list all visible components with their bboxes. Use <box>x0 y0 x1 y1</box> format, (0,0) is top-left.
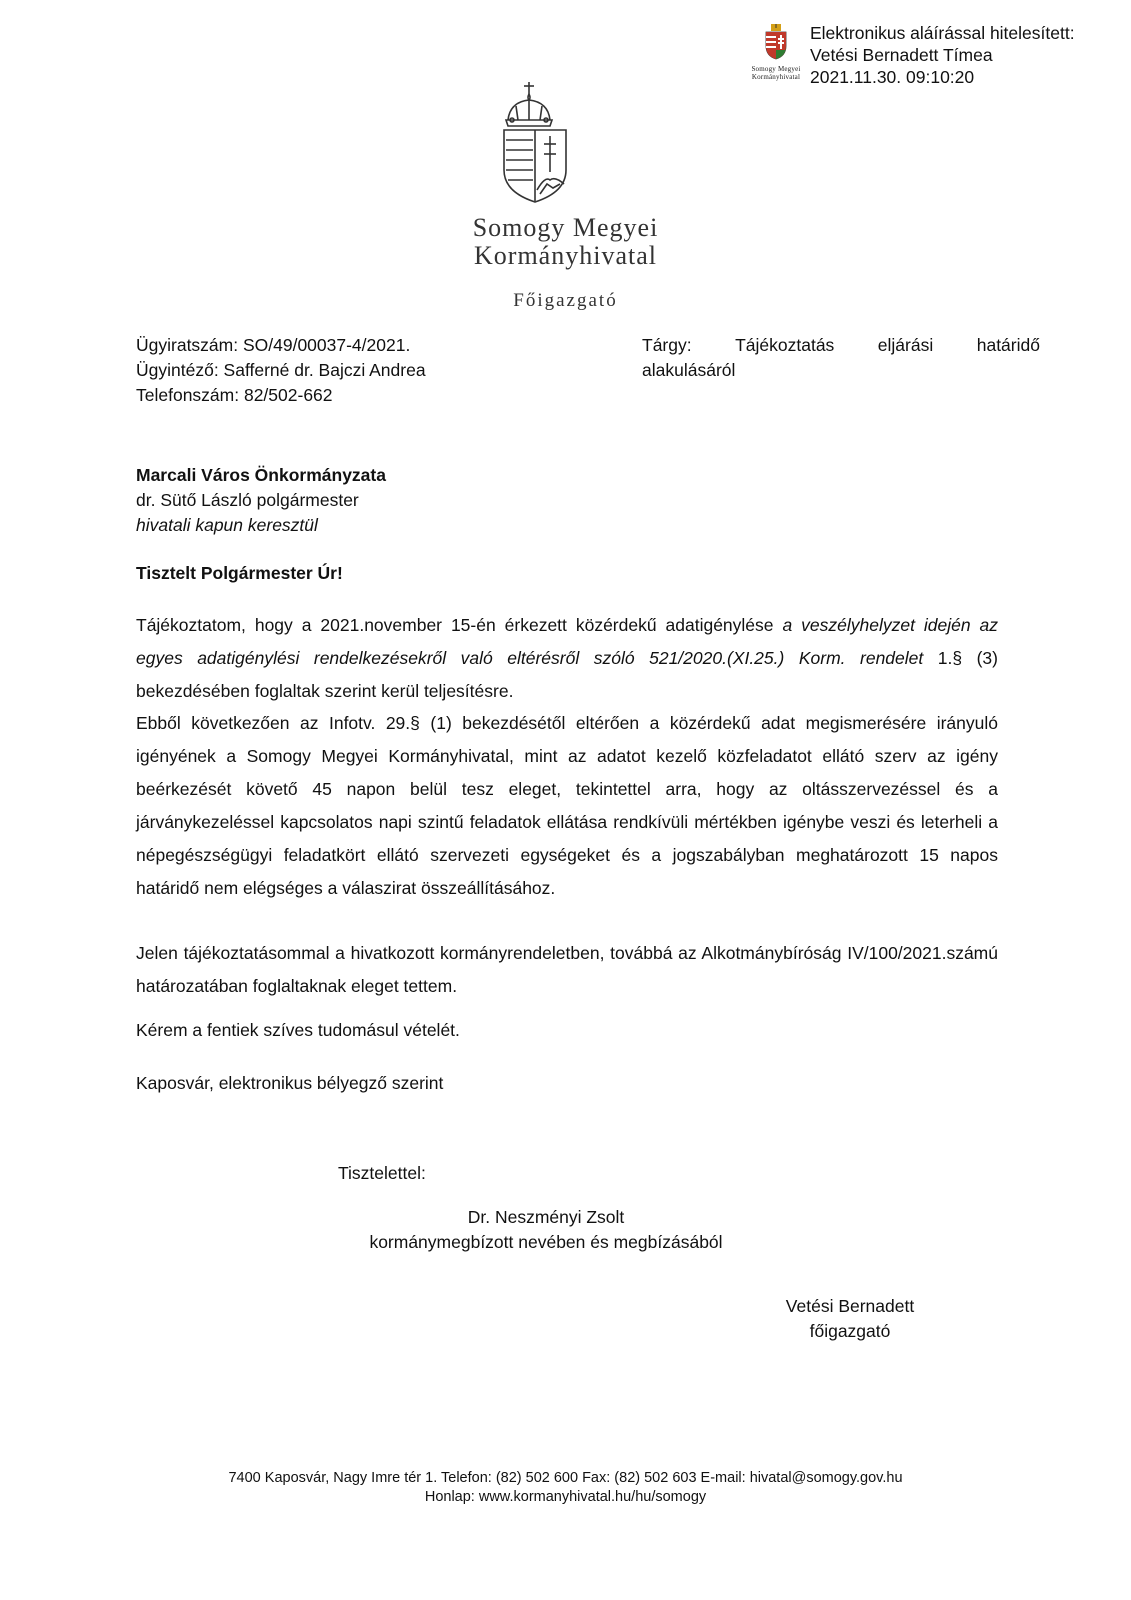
coat-of-arms-color-icon <box>764 24 788 60</box>
body-paragraph-5: Kaposvár, elektronikus bélyegző szerint <box>136 1073 444 1093</box>
body-paragraph-4: Kérem a fentiek szíves tudomásul vételét. <box>136 1020 460 1040</box>
subject-word-2: eljárási <box>877 335 934 355</box>
p1-text-b: 1.§ (3) bekezdésében foglaltak szerint kerül teljesítésre. <box>136 648 998 701</box>
organization-name <box>300 214 831 312</box>
signer-role: kormánymegbízott nevében és megbízásából <box>369 1232 723 1252</box>
footer-website: Honlap: www.kormanyhivatal.hu/hu/somogy <box>424 1489 707 1505</box>
addressee-name: Marcali Város Önkormányzata <box>136 465 386 485</box>
administrator: Ügyintéző: Safferné dr. Bajczi Andrea <box>136 360 426 380</box>
p1-text-a: Tájékoztatom, hogy a 2021.november 15-én érkezett közérdekű adatigénylése <box>136 615 783 635</box>
org-unit: Főigazgató <box>513 290 618 311</box>
signature-timestamp: 2021.11.30. 09:10:20 <box>810 67 975 87</box>
subject-word-1: Tájékoztatás <box>735 335 835 355</box>
page-footer <box>0 1469 1131 1507</box>
footer-contact: 7400 Kaposvár, Nagy Imre tér 1. Telefon: (82) 502 600 Fax: (82) 502 603 E-mail: hivatal@somogy.gov.hu <box>228 1470 903 1486</box>
signer-name: Dr. Neszményi Zsolt <box>467 1207 625 1227</box>
org-name-line-2: Kormányhivatal <box>474 241 657 270</box>
signature-logo <box>743 24 809 81</box>
signature-logo-text-2: Kormányhivatal <box>751 73 801 81</box>
body-paragraph-1 <box>136 609 998 708</box>
signer-block <box>356 1205 736 1255</box>
signature-logo-text-1: Somogy Megyei <box>751 65 801 73</box>
subject-line-2: alakulásáról <box>642 360 736 380</box>
signature-signer: Vetési Bernadett Tímea <box>810 45 993 65</box>
body-paragraph-2: Ebből következően az Infotv. 29.§ (1) bekezdésétől eltérően a közérdekű adat megismerésére irányuló igényének a Somogy Megyei Kormányhivatal, mint az adatot kezelő közfeladatot ellátó szerv az igény beérkezését követő 45 napon belül tesz eleget, tekintettel arra, hogy az oltásszervezéssel és a járványkezeléssel kapcsolatos napi szintű feladatok ellátása rendkívüli mértékben igénybe veszi és leterheli a népegészségügyi feladatkört ellátó szervezeti egységeket és a jogszabályban meghatározott 15 napos határidő nem elégséges a válaszirat összeállításához. <box>136 713 998 898</box>
reference-block <box>136 333 426 408</box>
closing: Tisztelettel: <box>338 1163 426 1183</box>
addressee-person: dr. Sütő László polgármester <box>136 490 359 510</box>
case-number: Ügyiratszám: SO/49/00037-4/2021. <box>136 335 411 355</box>
signer-role-2: főigazgató <box>809 1321 891 1341</box>
salutation: Tisztelt Polgármester Úr! <box>136 563 343 583</box>
header-crest <box>500 80 570 209</box>
org-name-line-1: Somogy Megyei <box>472 213 659 242</box>
signature-title: Elektronikus aláírással hitelesített: <box>810 23 1075 43</box>
electronic-signature-stamp <box>743 20 1115 90</box>
subject-block <box>642 333 1040 383</box>
signer-name-2: Vetési Bernadett <box>785 1296 915 1316</box>
subject-word-3: határidő <box>976 335 1040 355</box>
coat-of-arms-icon <box>500 80 570 204</box>
body-paragraph-3: Jelen tájékoztatásommal a hivatkozott kormányrendeletben, továbbá az Alkotmánybíróság IV/100/2021.számú határozatában foglaltaknak eleget tettem. <box>136 943 998 996</box>
addressee-channel: hivatali kapun keresztül <box>136 515 318 535</box>
subject-label: Tárgy: <box>642 335 692 355</box>
signer-block-2 <box>775 1294 925 1344</box>
phone-number: Telefonszám: 82/502-662 <box>136 385 333 405</box>
p1-text-italic: a veszélyhelyzet idején az egyes adatigénylési rendelkezésekről való eltérésről szóló 521/2020.(XI.25.) Korm. rendelet <box>136 615 999 668</box>
addressee-block <box>136 463 386 538</box>
